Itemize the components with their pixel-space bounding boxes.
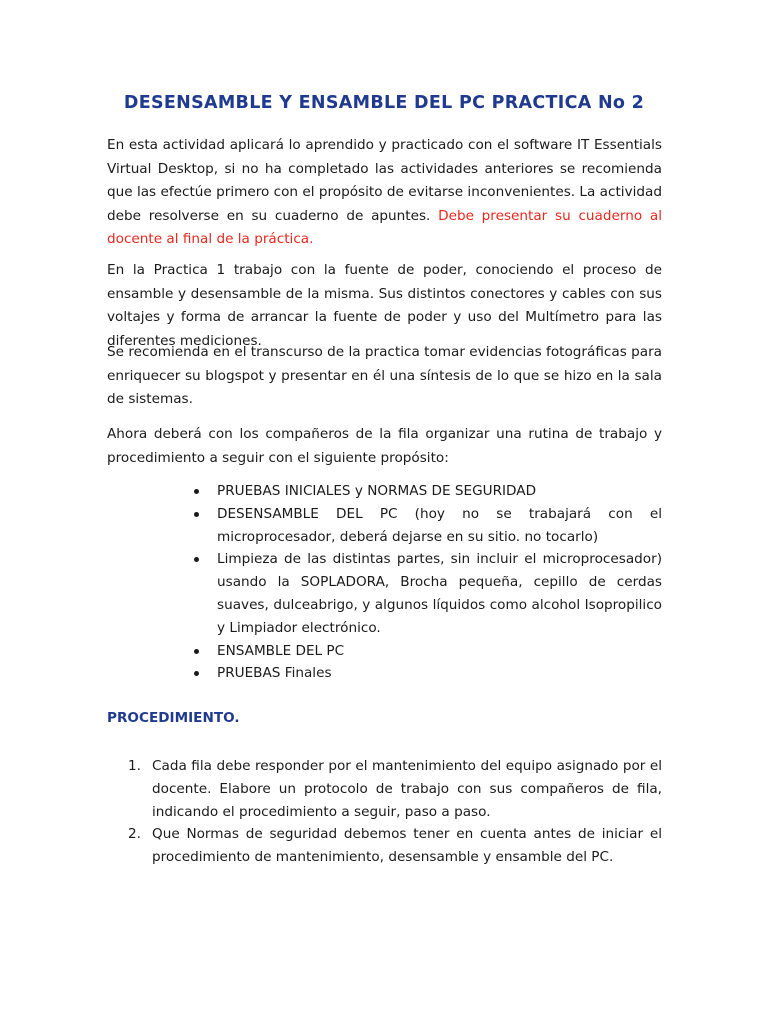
list-item-text: Limpieza de las distintas partes, sin incluir el microprocesador) usando la SOPLADORA, Brocha pequeña, cepillo de cerdas suaves, dulceabrigo, y algunos líquidos como alcohol Isopropilico y Limpiador electrónico.: [217, 551, 662, 636]
procedure-heading: PROCEDIMIENTO.: [107, 710, 240, 726]
bullet-icon: [194, 671, 199, 676]
paragraph-evidencias: Se recomienda en el transcurso de la practica tomar evidencias fotográficas para enriquecer su blogspot y presentar en él una síntesis de lo que se hizo en la sala de sistemas.: [107, 344, 662, 408]
intro-paragraph: [107, 134, 662, 252]
intro-highlight: Debe presentar su cuaderno al docente al final de la práctica.: [107, 207, 662, 248]
list-item: [190, 548, 662, 639]
step-text: Que Normas de seguridad debemos tener en cuenta antes de iniciar el procedimiento de mantenimiento, desensamble y ensamble del PC.: [152, 826, 662, 866]
list-item: [190, 503, 662, 549]
bullet-icon: [194, 512, 199, 517]
step-text: Cada fila debe responder por el mantenimiento del equipo asignado por el docente. Elabore un protocolo de trabajo con sus compañeros de fila, indicando el procedimiento a seguir, paso a paso.: [152, 758, 662, 820]
document-title: DESENSAMBLE Y ENSAMBLE DEL PC PRACTICA No 2: [123, 93, 645, 113]
purpose-list: [190, 480, 662, 685]
list-item: [190, 662, 662, 685]
list-item: [190, 640, 662, 663]
list-item-text: ENSAMBLE DEL PC: [217, 642, 345, 659]
bullet-icon: [194, 557, 199, 562]
list-item-text: PRUEBAS INICIALES y NORMAS DE SEGURIDAD: [217, 483, 537, 499]
step-number: 1.: [128, 758, 141, 774]
procedure-step: [128, 823, 662, 869]
paragraph-proposito: Ahora deberá con los compañeros de la fila organizar una rutina de trabajo y procedimiento a seguir con el siguiente propósito:: [107, 426, 662, 466]
procedure-step: [128, 755, 662, 823]
paragraph-practica-1: En la Practica 1 trabajo con la fuente de poder, conociendo el proceso de ensamble y desensamble de la misma. Sus distintos conectores y cables con sus voltajes y forma de arrancar la fuente de poder y uso del Multímetro para las diferentes mediciones.: [107, 262, 662, 349]
intro-text: En esta actividad aplicará lo aprendido y practicado con el software IT Essentials Virtual Desktop, si no ha completado las actividades anteriores se recomienda que las efectúe primero con el propósito de evitarse inconvenientes. La actividad debe resolverse en su cuaderno de apuntes.: [107, 137, 662, 224]
bullet-icon: [194, 649, 199, 654]
bullet-icon: [194, 489, 199, 494]
list-item-text: DESENSAMBLE DEL PC (hoy no se trabajará con el microprocesador, deberá dejarse en su sitio. no tocarlo): [217, 505, 662, 545]
step-number: 2.: [128, 826, 141, 843]
list-item: [190, 480, 662, 503]
procedure-steps: [128, 755, 662, 869]
list-item-text: PRUEBAS Finales: [217, 665, 332, 682]
